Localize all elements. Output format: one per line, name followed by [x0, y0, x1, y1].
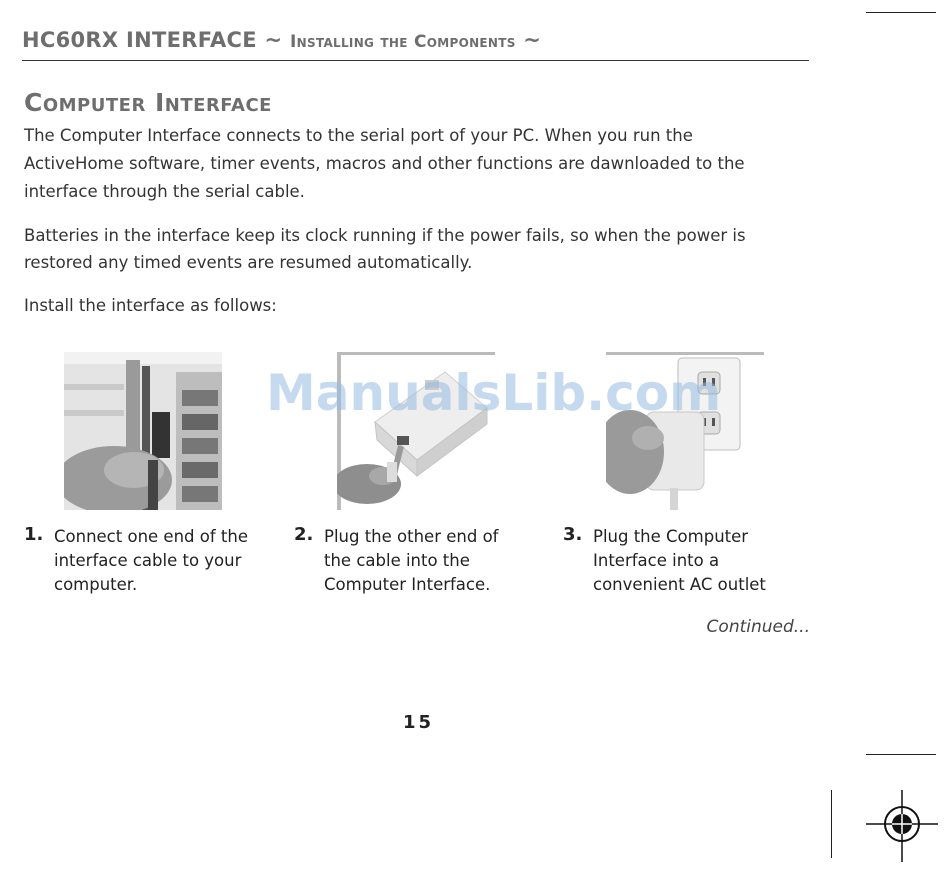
registration-mark-icon [866, 790, 938, 862]
continued-note: Continued... [706, 617, 810, 637]
step-number: 1. [24, 524, 44, 545]
header-separator-end: ~ [515, 28, 542, 52]
header-product: HC60RX INTERFACE [22, 28, 257, 52]
install-lead-in: Install the interface as follows: [24, 296, 277, 315]
header-chapter: Installing the Components [289, 32, 516, 52]
header-title [22, 28, 541, 52]
page-number: 15 [403, 712, 435, 733]
step-text: Plug the other end of the cable into the Computer Interface. [324, 527, 499, 594]
watermark: ManualsLib.com [266, 364, 722, 422]
battery-paragraph: Batteries in the interface keep its clock running if the power fails, so when the power is restored any timed events are resumed automatically. [24, 226, 746, 272]
intro-paragraph: The Computer Interface connects to the serial port of your PC. When you run the ActiveHome software, timer events, macros and other functions are dawnloaded to the interface through the serial cable. [24, 126, 745, 201]
crop-mark-vertical [831, 790, 832, 858]
crop-mark-bottom [866, 754, 936, 755]
section-title: Computer Interface [24, 88, 272, 117]
step-text: Plug the Computer Interface into a convenient AC outlet [593, 527, 766, 594]
page-header [22, 28, 809, 61]
header-separator: ~ [256, 28, 290, 52]
step-number: 2. [294, 524, 314, 545]
step-number: 3. [563, 524, 583, 545]
crop-mark-top [866, 12, 936, 13]
photo-computer-port [64, 352, 222, 510]
step-text: Connect one end of the interface cable to your computer. [54, 527, 248, 594]
